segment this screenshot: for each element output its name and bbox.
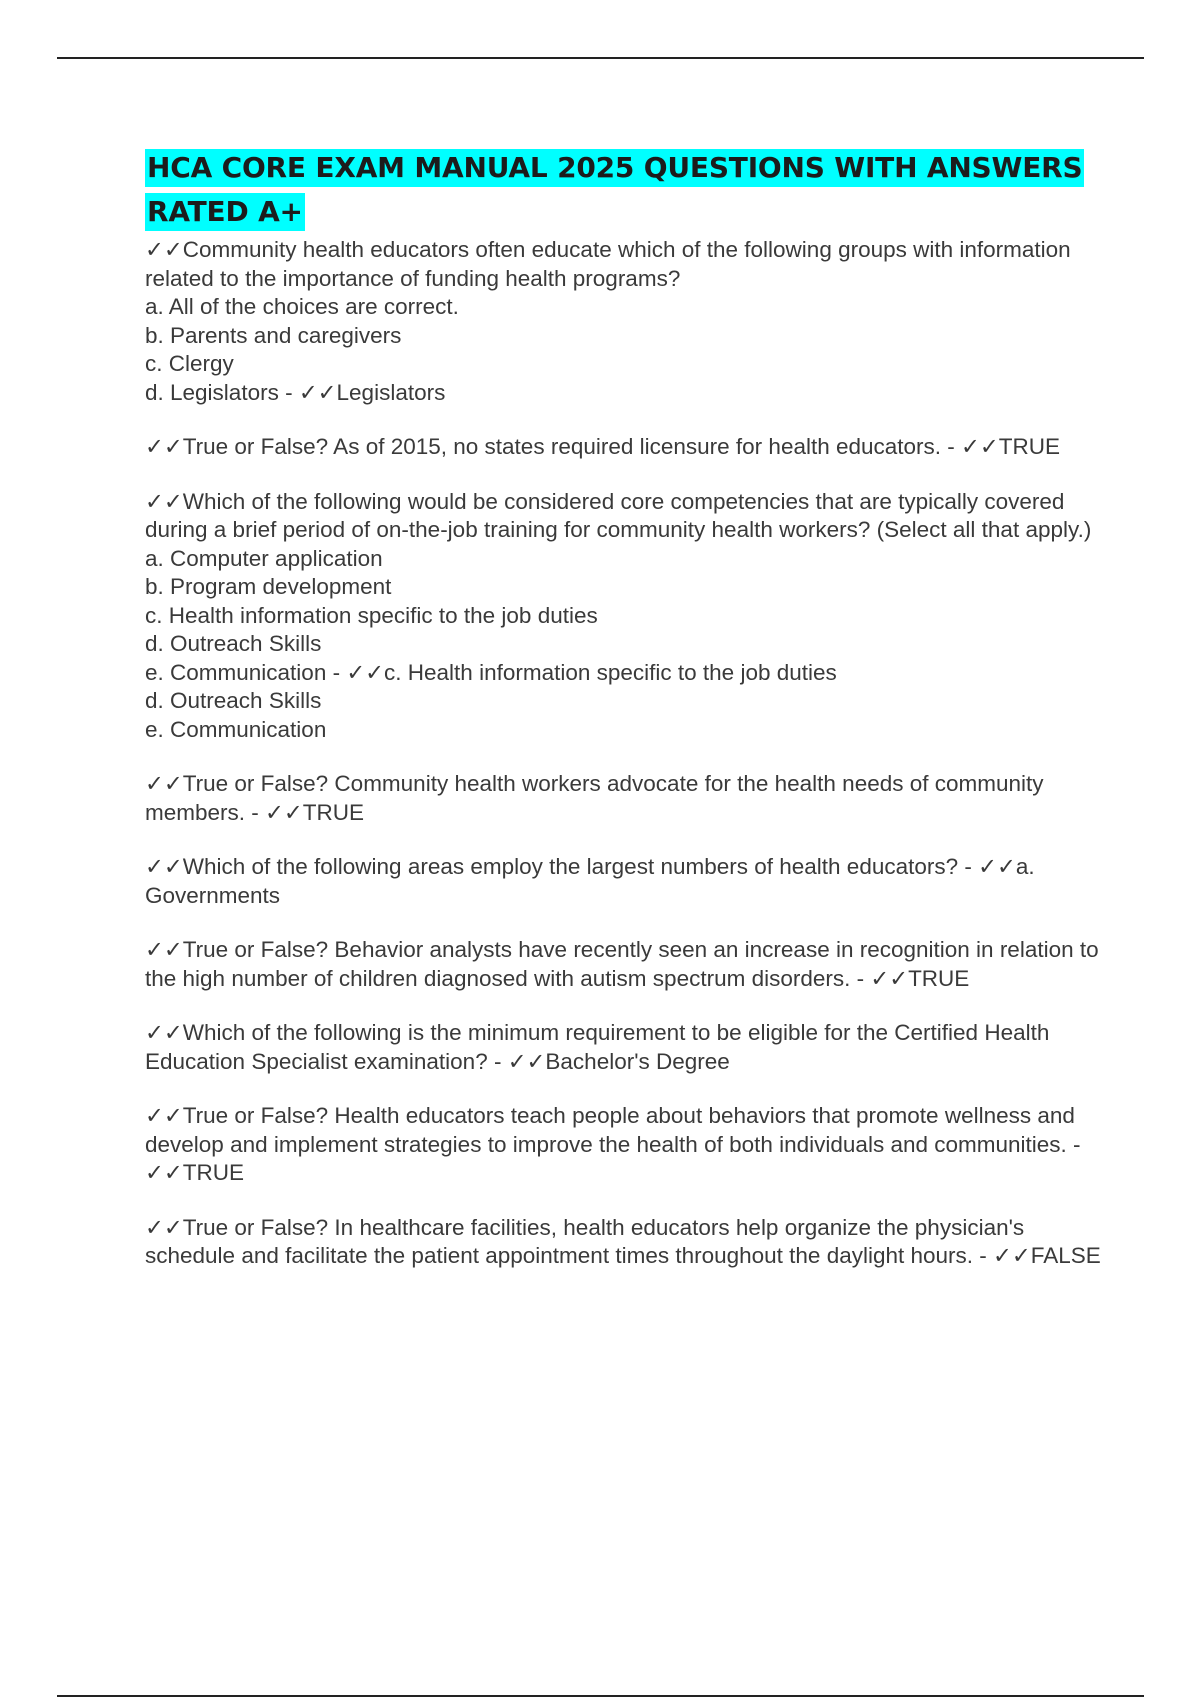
answer-line: a. Computer application — [145, 545, 383, 571]
question-text: ✓✓Which of the following areas employ the largest numbers of health educators? - ✓✓a. Governments — [145, 854, 1035, 908]
question-list — [145, 236, 1105, 1271]
question-block — [145, 853, 1105, 910]
question-text: ✓✓True or False? Community health workers advocate for the health needs of community members. - ✓✓TRUE — [145, 771, 1044, 825]
question-block — [145, 1102, 1105, 1188]
question-text: ✓✓True or False? As of 2015, no states required licensure for health educators. - ✓✓TRUE — [145, 434, 1060, 459]
question-block — [145, 936, 1105, 993]
document-body — [145, 146, 1105, 1297]
question-block — [145, 1019, 1105, 1076]
title-highlight: HCA CORE EXAM MANUAL 2025 QUESTIONS WITH ANSWERS RATED A+ — [145, 149, 1084, 231]
question-text: ✓✓True or False? Health educators teach people about behaviors that promote wellness and develop and implement strategies to improve the health of both individuals and communities. - ✓✓TRUE — [145, 1103, 1081, 1185]
question-block — [145, 1214, 1105, 1271]
question-text: ✓✓True or False? Behavior analysts have recently seen an increase in recognition in relation to the high number of children diagnosed with autism spectrum disorders. - ✓✓TRUE — [145, 937, 1099, 991]
question-text: ✓✓Community health educators often educate which of the following groups with information related to the importance of funding health programs? — [145, 237, 1071, 291]
answer-line: c. Clergy — [145, 351, 234, 376]
answer-line: d. Outreach Skills — [145, 688, 322, 713]
question-text: ✓✓True or False? In healthcare facilities, health educators help organize the physician's schedule and facilitate the patient appointment times throughout the daylight hours. - ✓✓FALSE — [145, 1214, 1101, 1268]
answer-line: b. Program development — [145, 574, 392, 599]
question-block — [145, 488, 1105, 745]
header-rule — [57, 57, 1144, 59]
question-block — [145, 236, 1105, 407]
answer-line: e. Communication — [145, 716, 327, 742]
answer-line: d. Outreach Skills — [145, 631, 322, 656]
document-title — [145, 146, 1105, 234]
question-block — [145, 770, 1105, 827]
question-text: ✓✓Which of the following is the minimum requirement to be eligible for the Certified Health Education Specialist examination? - ✓✓Bachelor's Degree — [145, 1020, 1050, 1074]
answer-line: b. Parents and caregivers — [145, 322, 402, 348]
answer-line: d. Legislators - ✓✓Legislators — [145, 379, 446, 405]
answer-line: a. All of the choices are correct. — [145, 294, 459, 319]
answer-line: e. Communication - ✓✓c. Health information specific to the job duties — [145, 659, 837, 685]
question-block — [145, 433, 1105, 462]
question-text: ✓✓Which of the following would be considered core competencies that are typically covered during a brief period of on-the-job training for community health workers? (Select all that apply.) — [145, 488, 1092, 542]
footer-rule — [57, 1695, 1144, 1697]
answer-line: c. Health information specific to the job duties — [145, 602, 598, 628]
